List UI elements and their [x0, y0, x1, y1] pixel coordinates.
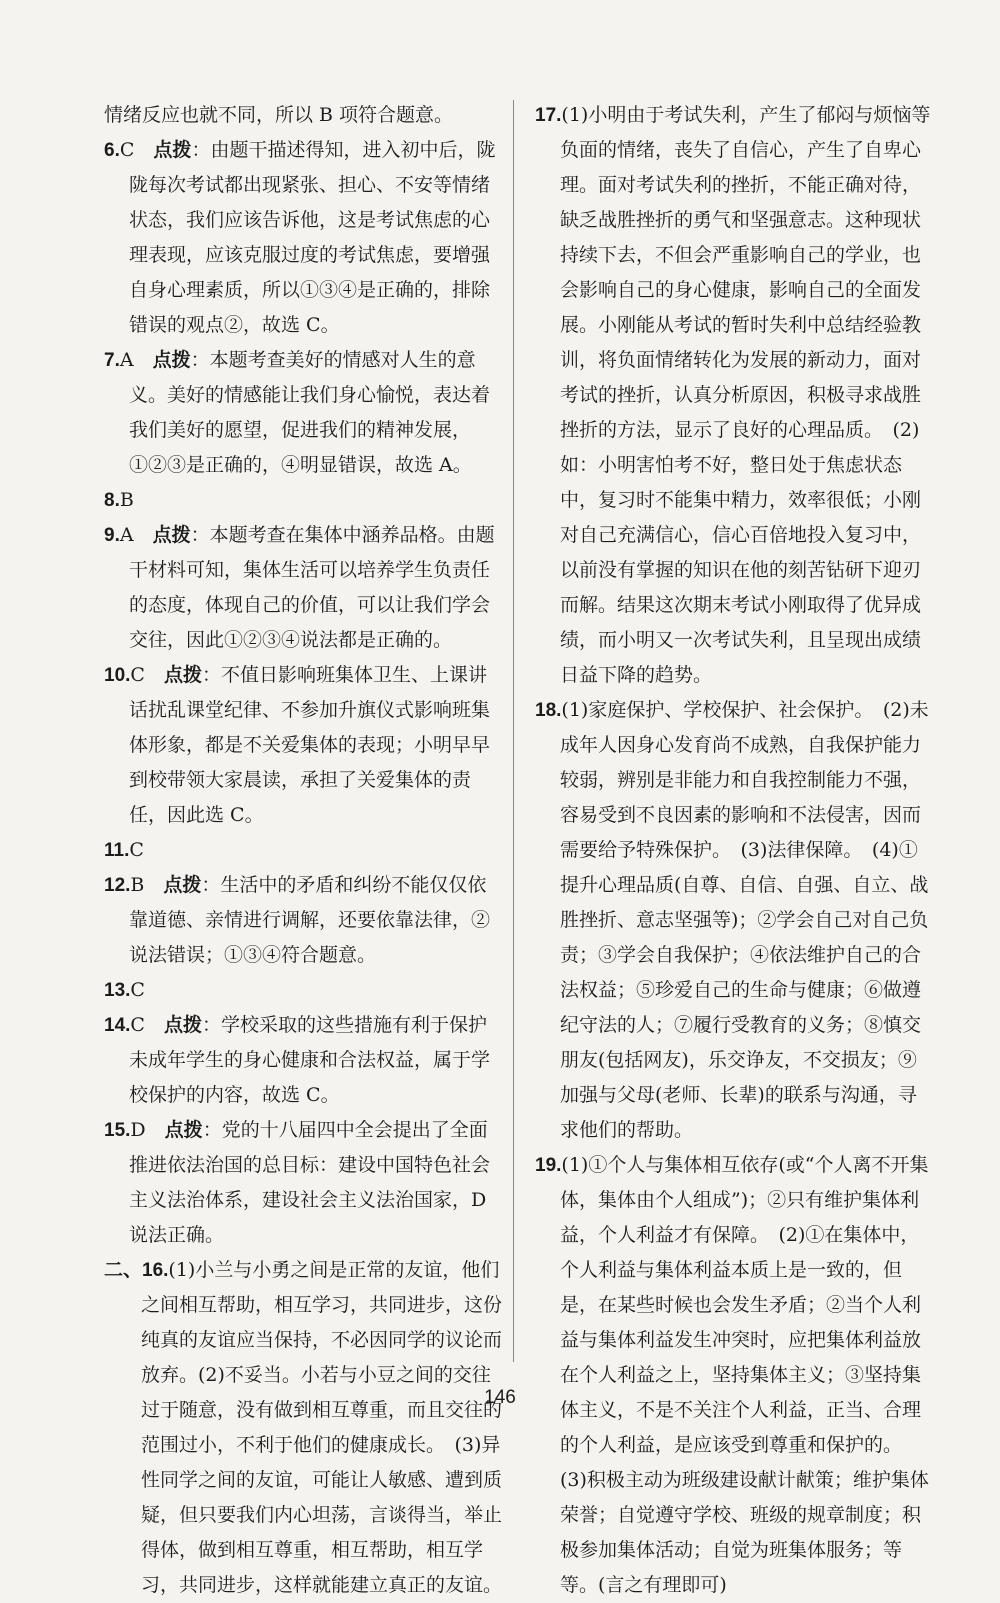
- answer-entry-18: 18.(1)家庭保护、学校保护、社会保护。 (2)未成年人因身心发育尚不成熟，自我保护能力较弱，辨别是非能力和自我控制能力不强，容易受到不良因素的影响和不法侵害，因而需要给予特殊保护。 (3)法律保障。 (4)①提升心理品质(自尊、自信、自强、自立、战胜挫折、意志坚强等)；②学会自己对自己负责；③学会自我保护；④依法维护自己的合法权益；⑤珍爱自己的生命与健康；⑥做遵纪守法的人；⑦履行受教育的义务；⑧慎交朋友(包括网友)，乐交诤友，不交损友；⑨加强与父母(老师、长辈)的联系与沟通，寻求他们的帮助。: [535, 699, 929, 1141]
- answer-entry-17: 17.(1)小明由于考试失利，产生了郁闷与烦恼等负面的情绪，丧失了自信心，产生了自卑心理。面对考试失利的挫折，不能正确对待，缺乏战胜挫折的勇气和坚强意志。这种现状持续下去，不但会严重影响自己的学业，也会影响自己的身心健康，影响自己的全面发展。小刚能从考试的暂时失利中总结经验教训，将负面情绪转化为发展的新动力，面对考试的挫折，认真分析原因，积极寻求战胜挫折的方法，显示了良好的心理品质。 (2)如：小明害怕考不好，整日处于焦虑状态中，复习时不能集中精力，效率很低；小刚对自己充满信心，信心百倍地投入复习中，以前没有掌握的知识在他的刻苦钻研下迎刃而解。结果这次期末考试小刚取得了优异成绩，而小明又一次考试失利，且呈现出成绩日益下降的趋势。: [535, 104, 931, 686]
- left-column: [104, 98, 504, 1603]
- answer-entry-11: 11.C: [104, 839, 144, 861]
- answer-entry-13: 13.C: [104, 979, 145, 1001]
- answer-entry-12: 12.B 点拨：生活中的矛盾和纠纷不能仅仅依靠道德、亲情进行调解，还要依靠法律，②说法错误；①③④符合题意。: [104, 874, 491, 966]
- answer-entry-5-cont: 情绪反应也就不同，所以 B 项符合题意。: [104, 104, 454, 126]
- answer-entry-10: 10.C 点拨：不值日影响班集体卫生、上课讲话扰乱课堂纪律、不参加升旗仪式影响班集体形象，都是不关爱集体的表现；小明早早到校带领大家晨读，承担了关爱集体的责任，因此选 C。: [104, 664, 491, 826]
- column-divider: [513, 100, 514, 1362]
- page-number: 146: [484, 1387, 516, 1408]
- answer-entry-8: 8.B: [104, 489, 134, 511]
- answer-entry-16: 二、16.(1)小兰与小勇之间是正常的友谊，他们之间相互帮助，相互学习，共同进步，这份纯真的友谊应当保持，不必因同学的议论而放弃。(2)不妥当。小若与小豆之间的交往过于随意，没有做到相互尊重，而且交往的范围过小，不利于他们的健康成长。 (3)异性同学之间的友谊，可能让人敏感、遭到质疑，但只要我们内心坦荡，言谈得当，举止得体，做到相互尊重，相互帮助，相互学习，共同进步，这样就能建立真正的友谊。: [104, 1259, 503, 1596]
- right-column: [535, 98, 935, 1603]
- answer-entry-19: 19.(1)①个人与集体相互依存(或“个人离不开集体，集体由个人组成”)；②只有维护集体利益，个人利益才有保障。 (2)①在集体中，个人利益与集体利益本质上是一致的，但是，在某些时候也会发生矛盾；②当个人利益与集体利益发生冲突时，应把集体利益放在个人利益之上，坚持集体主义；③坚持集体主义，不是不关注个人利益，正当、合理的个人利益，是应该受到尊重和保护的。 (3)积极主动为班级建设献计献策；维护集体荣誉；自觉遵守学校、班级的规章制度；积极参加集体活动；自觉为班集体服务；等等。(言之有理即可): [535, 1154, 929, 1596]
- answer-entry-14: 14.C 点拨：学校采取的这些措施有利于保护未成年学生的身心健康和合法权益，属于学校保护的内容，故选 C。: [104, 1014, 491, 1106]
- answer-entry-9: 9.A 点拨：本题考查在集体中涵养品格。由题干材料可知，集体生活可以培养学生负责任的态度，体现自己的价值，可以让我们学会交往，因此①②③④说法都是正确的。: [104, 524, 495, 651]
- answer-entry-6: 6.C 点拨：由题干描述得知，进入初中后，陇陇每次考试都出现紧张、担心、不安等情绪状态，我们应该告诉他，这是考试焦虑的心理表现，应该克服过度的考试焦虑，要增强自身心理素质，所以①③④是正确的，排除错误的观点②，故选 C。: [104, 139, 496, 336]
- answer-entry-15: 15.D 点拨：党的十八届四中全会提出了全面推进依法治国的总目标：建设中国特色社会主义法治体系，建设社会主义法治国家，D 说法正确。: [104, 1119, 491, 1246]
- answer-entry-7: 7.A 点拨：本题考查美好的情感对人生的意义。美好的情感能让我们身心愉悦，表达着我们美好的愿望，促进我们的精神发展，①②③是正确的，④明显错误，故选 A。: [104, 349, 491, 476]
